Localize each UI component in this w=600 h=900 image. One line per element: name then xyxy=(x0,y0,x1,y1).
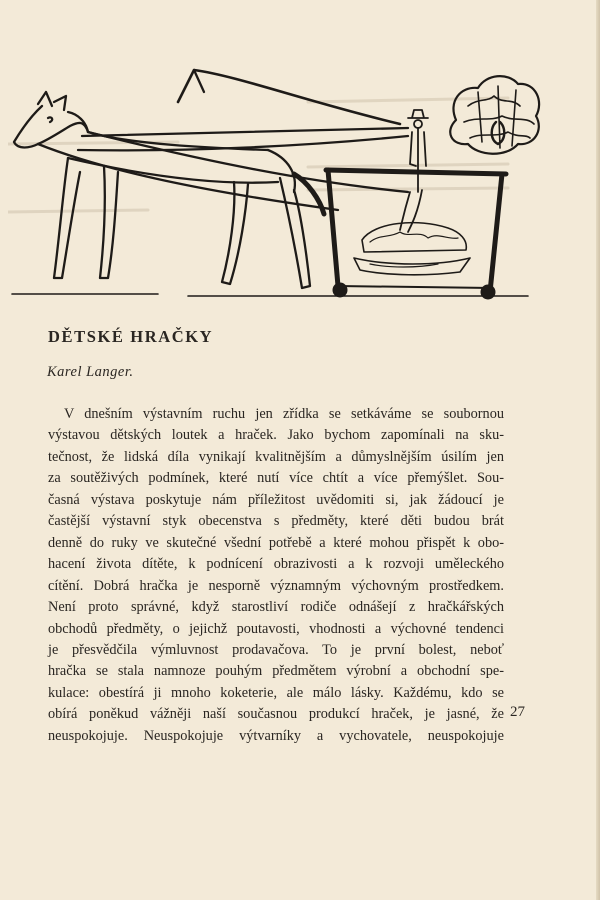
horse-and-cart-illustration xyxy=(8,62,548,312)
body-line: tečnost, že lidská díla vynikají kvalitnějším a důmyslnějším úsilím jen xyxy=(48,448,504,465)
body-line: V dnešním výstavním ruchu jen zřídka se setkáváme se soubornou xyxy=(64,406,504,422)
body-line: denně do ruky ve skutečné všední potřebě a které mohou přispět k obo- xyxy=(48,534,504,551)
body-line: častější výstavní styk obecenstva s předměty, které děti budou brát xyxy=(48,513,504,530)
body-line: výstavou dětských loutek a hraček. Jako bychom zapomínali na sku- xyxy=(48,427,504,444)
body-line: za soutěživých podmínek, které nutí více chtít a více přemýšlet. Sou- xyxy=(48,470,504,487)
body-line: cítění. Dobrá hračka je nesporně významným výchovným prostředkem. xyxy=(48,577,504,594)
article-body xyxy=(48,404,504,747)
body-line: je přesvědčila výmluvnost prodavačova. To je první bolest, neboť xyxy=(48,641,504,658)
flower-drawing xyxy=(450,76,539,154)
body-line: časná výstava poskytuje nám příležitost uvědomiti si, jak žádoucí je xyxy=(48,491,504,508)
body-line: neuspokojuje. Neuspokojuje výtvarníky a vychovatele, neuspokojuje xyxy=(48,727,504,744)
bleed-through-lines xyxy=(8,98,508,212)
article-title: DĚTSKÉ HRAČKY xyxy=(48,327,214,346)
article-author: Karel Langer. xyxy=(47,364,134,380)
page-edge xyxy=(596,0,600,900)
body-line: obírá poněkud vážněji naší současnou produkcí hraček, je jasné, že xyxy=(48,706,504,723)
body-line: hračka se stala namnoze pouhým předmětem výrobní a obchodní spe- xyxy=(48,663,504,680)
page-number: 27 xyxy=(510,704,525,720)
body-line: obchodů předměty, o jejichž poutavosti, vhodnosti a výchovné tendenci xyxy=(48,620,504,637)
body-line: hacení života dítěte, k podnícení obrazivosti a k rozvoji uměleckého xyxy=(48,556,504,573)
body-line: kulace: obestírá ji mnoho koketerie, ale málo lásky. Každému, kdo se xyxy=(48,684,504,701)
body-line: Není proto správné, když starostliví rodiče odnášejí z hračkářských xyxy=(48,599,504,616)
